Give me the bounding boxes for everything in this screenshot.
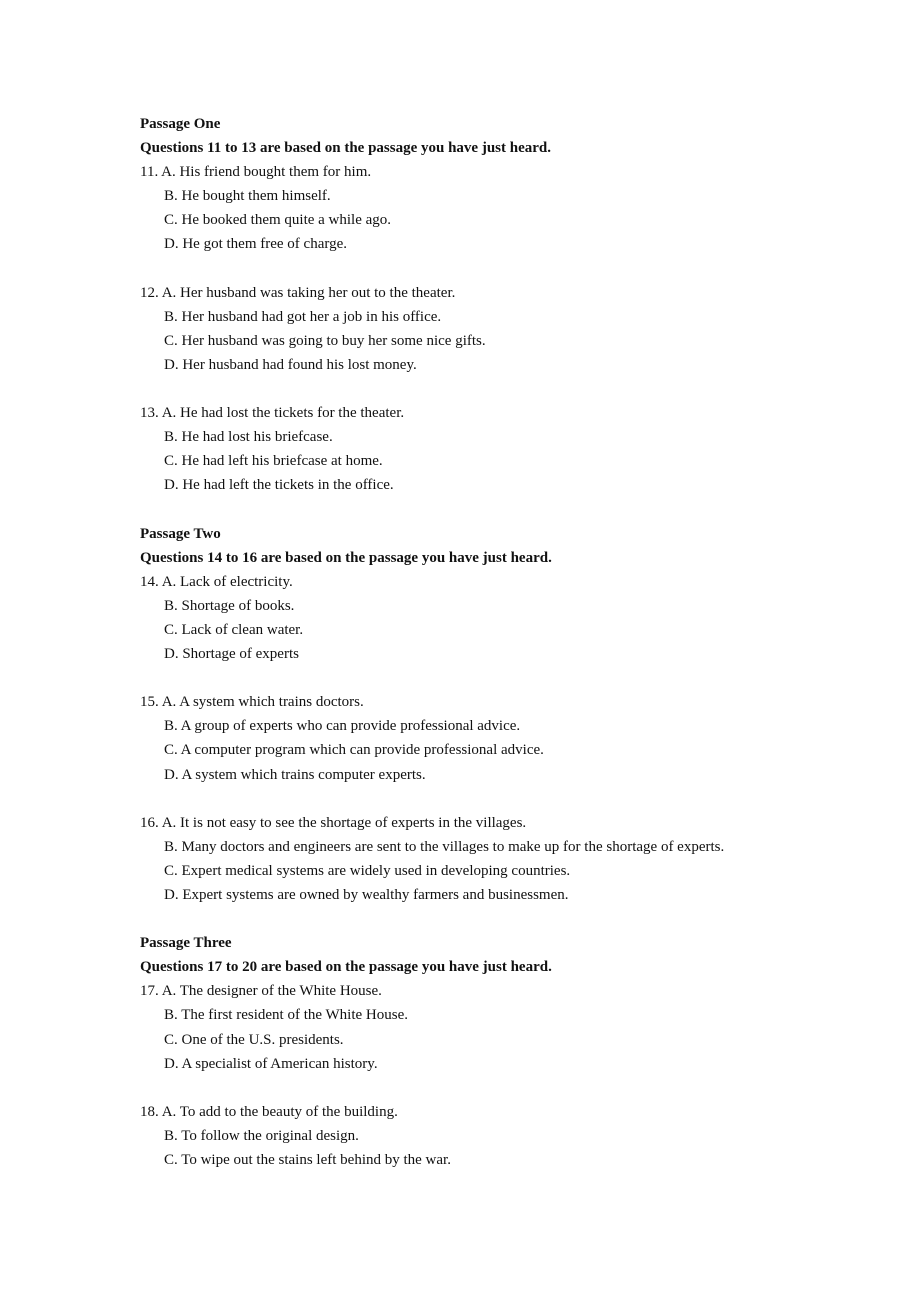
- question-16: [140, 811, 840, 907]
- question-number: 17.: [140, 983, 159, 1000]
- option-b: B. He had lost his briefcase.: [164, 429, 333, 446]
- passage-title: Passage One: [140, 116, 221, 132]
- question-number: 14.: [140, 573, 159, 590]
- option-a: A. His friend bought them for him.: [161, 164, 372, 181]
- question-number: 18.: [140, 1103, 159, 1120]
- question-11: [140, 160, 840, 256]
- option-d: D. Expert systems are owned by wealthy farmers and businessmen.: [164, 887, 569, 903]
- option-b: B. The first resident of the White House.: [164, 1007, 408, 1024]
- option-c: C. One of the U.S. presidents.: [164, 1031, 344, 1048]
- spacer: [140, 257, 840, 281]
- spacer: [140, 1076, 840, 1100]
- option-c: C. He booked them quite a while ago.: [164, 212, 392, 229]
- document-page: [140, 112, 840, 1172]
- question-17: [140, 979, 840, 1075]
- question-number: 13.: [140, 405, 159, 422]
- option-a: A. The designer of the White House.: [161, 983, 382, 1000]
- passage-title: Passage Three: [140, 935, 232, 952]
- option-b: B. To follow the original design.: [164, 1127, 359, 1144]
- option-a: A. Lack of electricity.: [161, 573, 293, 590]
- option-b: B. Her husband had got her a job in his office.: [164, 308, 442, 325]
- option-d: D. He got them free of charge.: [164, 236, 347, 253]
- option-a: A. To add to the beauty of the building.: [161, 1103, 398, 1120]
- option-d: D. A specialist of American history.: [164, 1055, 378, 1072]
- question-number: 11.: [140, 164, 159, 181]
- option-b: B. Many doctors and engineers are sent to the villages to make up for the shortage of experts.: [164, 838, 725, 855]
- option-a: A. Her husband was taking her out to the theater.: [161, 284, 456, 301]
- option-c: C. To wipe out the stains left behind by the war.: [164, 1152, 451, 1169]
- question-15: [140, 690, 840, 786]
- question-18: [140, 1100, 840, 1172]
- spacer: [140, 907, 840, 931]
- option-d: D. Shortage of experts: [164, 646, 299, 663]
- passage-instruction: Questions 14 to 16 are based on the passage you have just heard.: [140, 549, 552, 566]
- question-number: 16.: [140, 814, 159, 831]
- spacer: [140, 377, 840, 401]
- question-13: [140, 401, 840, 497]
- option-a: A. He had lost the tickets for the theater.: [161, 405, 405, 422]
- passage-instruction: Questions 17 to 20 are based on the passage you have just heard.: [140, 959, 552, 976]
- question-14: [140, 570, 840, 666]
- question-12: [140, 281, 840, 377]
- option-b: B. He bought them himself.: [164, 188, 331, 205]
- option-b: B. A group of experts who can provide professional advice.: [164, 718, 521, 735]
- spacer: [140, 498, 840, 522]
- option-c: C. He had left his briefcase at home.: [164, 453, 383, 470]
- option-c: C. A computer program which can provide professional advice.: [164, 742, 544, 759]
- option-c: C. Expert medical systems are widely used in developing countries.: [164, 862, 571, 879]
- option-d: D. A system which trains computer experts.: [164, 766, 426, 783]
- question-number: 15.: [140, 694, 159, 711]
- option-b: B. Shortage of books.: [164, 597, 295, 614]
- option-a: A. It is not easy to see the shortage of experts in the villages.: [161, 814, 527, 831]
- option-c: C. Her husband was going to buy her some nice gifts.: [164, 332, 486, 349]
- option-d: D. Her husband had found his lost money.: [164, 356, 417, 373]
- spacer: [140, 787, 840, 811]
- option-d: D. He had left the tickets in the office.: [164, 477, 394, 494]
- option-a: A. A system which trains doctors.: [161, 694, 364, 711]
- spacer: [140, 666, 840, 690]
- question-number: 12.: [140, 284, 159, 301]
- option-c: C. Lack of clean water.: [164, 621, 304, 638]
- passage-title: Passage Two: [140, 525, 221, 542]
- passage-instruction: Questions 11 to 13 are based on the passage you have just heard.: [140, 140, 552, 157]
